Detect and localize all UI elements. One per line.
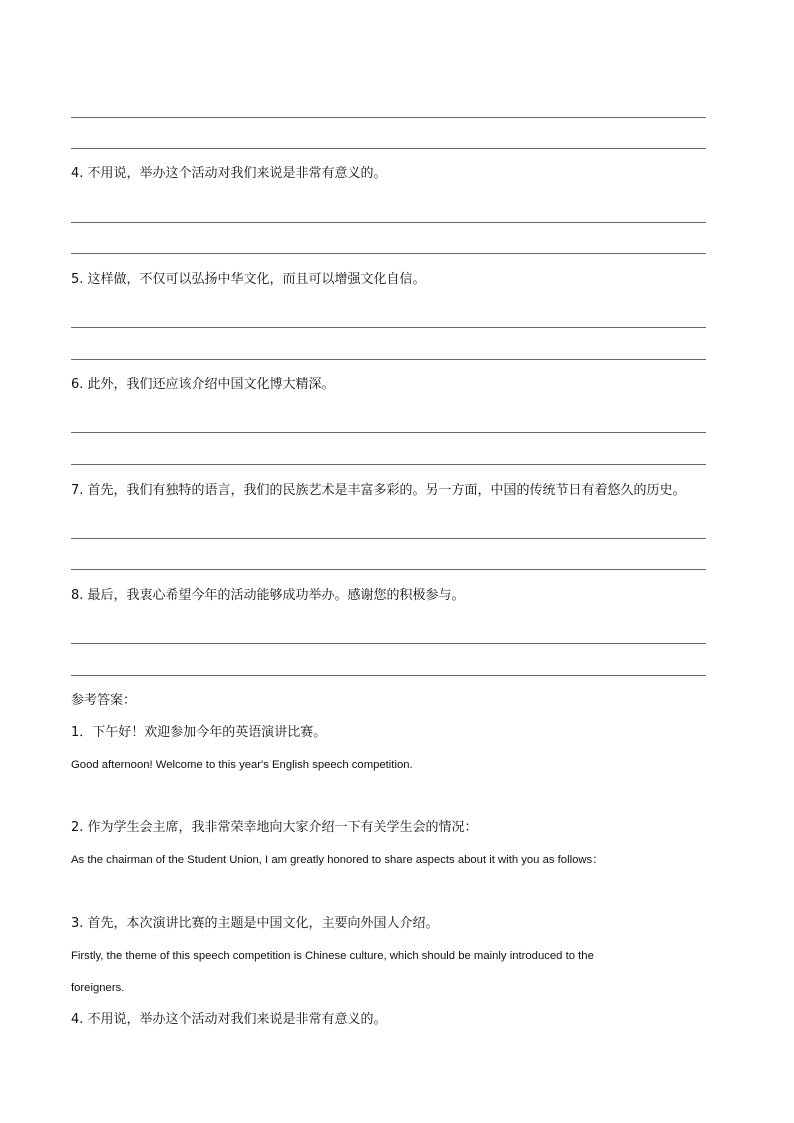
answer-line[interactable]	[71, 253, 706, 254]
answer-3-en-line1: Firstly, the theme of this speech competition is Chinese culture, which should be mainly introduced to the	[71, 950, 594, 962]
exercise-4: 4. 不用说，举办这个活动对我们来说是非常有意义的。	[71, 166, 387, 181]
answer-line[interactable]	[71, 569, 706, 570]
answer-2-cn: 2. 作为学生会主席，我非常荣幸地向大家介绍一下有关学生会的情况：	[71, 820, 478, 835]
answer-line[interactable]	[71, 222, 706, 223]
exercise-6: 6. 此外，我们还应该介绍中国文化博大精深。	[71, 377, 335, 392]
answers-heading: 参考答案：	[71, 693, 137, 708]
answer-line[interactable]	[71, 327, 706, 328]
answer-3-en-line2: foreigners.	[71, 982, 125, 994]
answer-1-en: Good afternoon! Welcome to this year's English speech competition.	[71, 759, 413, 771]
answer-line[interactable]	[71, 643, 706, 644]
answer-1-cn: 1．下午好！欢迎参加今年的英语演讲比赛。	[71, 725, 327, 740]
answer-2-en: As the chairman of the Student Union, I am greatly honored to share aspects about it with you as follows：	[71, 854, 604, 866]
exercise-5: 5. 这样做，不仅可以弘扬中华文化，而且可以增强文化自信。	[71, 272, 426, 287]
answer-3-cn: 3. 首先，本次演讲比赛的主题是中国文化，主要向外国人介绍。	[71, 916, 439, 931]
answer-line[interactable]	[71, 464, 706, 465]
answer-line[interactable]	[71, 117, 706, 118]
answer-4-cn: 4. 不用说，举办这个活动对我们来说是非常有意义的。	[71, 1012, 387, 1027]
answer-line[interactable]	[71, 359, 706, 360]
answer-line[interactable]	[71, 432, 706, 433]
answer-line[interactable]	[71, 675, 706, 676]
answer-line[interactable]	[71, 538, 706, 539]
exercise-8: 8. 最后，我衷心希望今年的活动能够成功举办。感谢您的积极参与。	[71, 588, 465, 603]
exercise-7: 7. 首先，我们有独特的语言，我们的民族艺术是丰富多彩的。另一方面，中国的传统节日有着悠久的历史。	[71, 483, 686, 498]
answer-line[interactable]	[71, 148, 706, 149]
